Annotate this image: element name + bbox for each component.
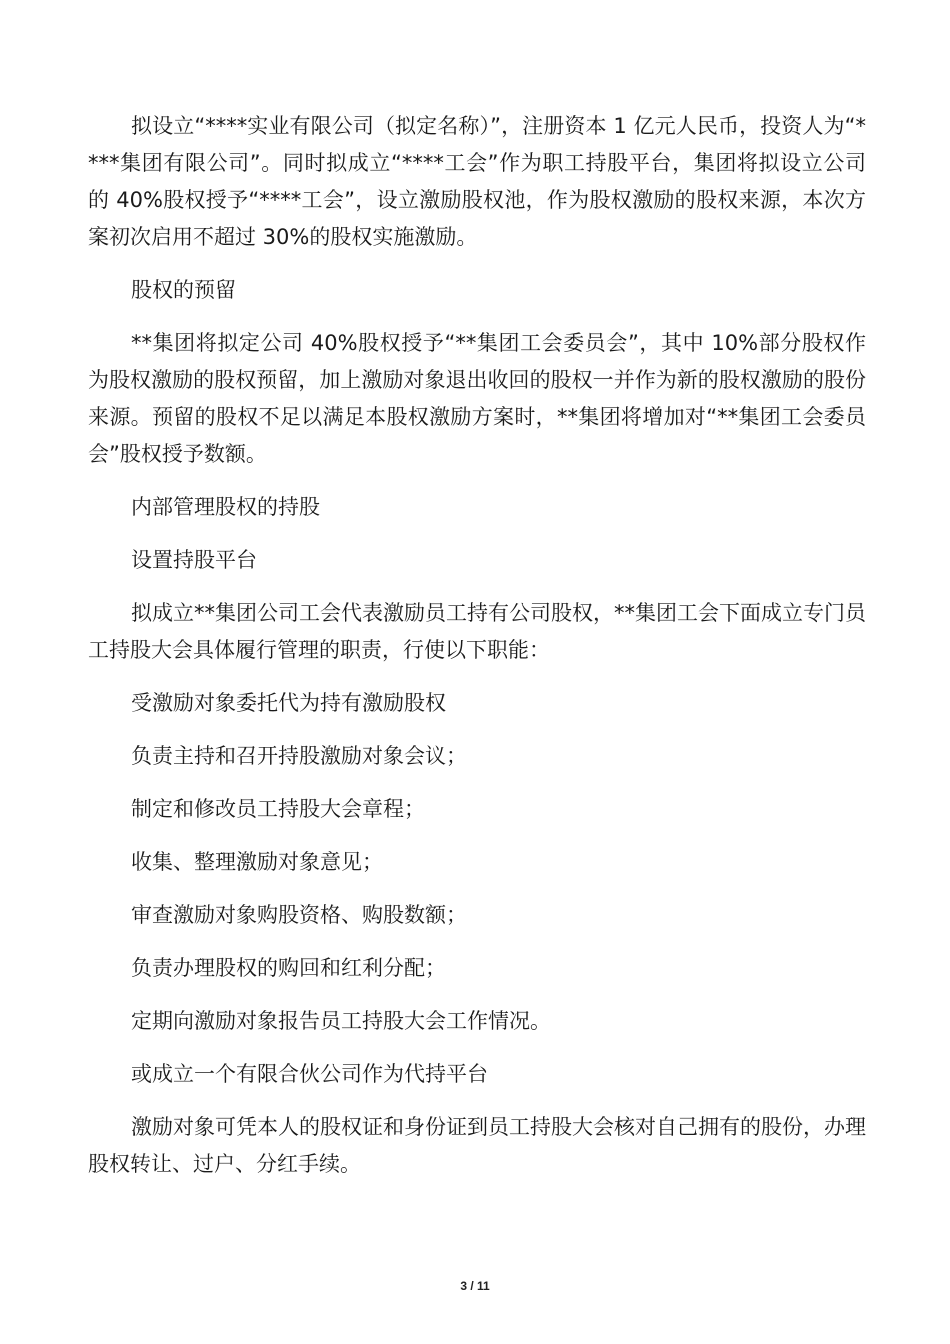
paragraph-company-setup: 拟设立“****实业有限公司（拟定名称）”，注册资本 1 亿元人民币，投资人为“****集团有限公司”。同时拟成立“****工会”作为职工持股平台，集团将拟设立公司的 40%股权授予“****工会”，设立激励股权池，作为股权激励的股权来源，本次方案初次启用不超过 30%的股权实施激励。	[88, 114, 866, 249]
duty-item: 制定和修改员工持股大会章程；	[131, 797, 425, 821]
section-heading-equity-reserve: 股权的预留	[131, 278, 236, 302]
paragraph-holding-platform: 拟成立**集团公司工会代表激励员工持有公司股权，**集团工会下面成立专门员工持股大会具体履行管理的职责，行使以下职能：	[88, 601, 866, 662]
page-number: 3 / 11	[460, 1279, 490, 1293]
paragraph-verification: 激励对象可凭本人的股权证和身份证到员工持股大会核对自己拥有的股份，办理股权转让、过户、分红手续。	[88, 1115, 866, 1176]
duty-item: 定期向激励对象报告员工持股大会工作情况。	[131, 1009, 551, 1033]
duty-item: 审查激励对象购股资格、购股数额；	[131, 903, 467, 927]
duty-item: 负责主持和召开持股激励对象会议；	[131, 744, 467, 768]
section-heading-partnership-platform: 或成立一个有限合伙公司作为代持平台	[131, 1062, 488, 1086]
document-body	[88, 108, 866, 1183]
duty-item: 受激励对象委托代为持有激励股权	[131, 691, 446, 715]
section-heading-internal-management: 内部管理股权的持股	[131, 495, 320, 519]
duty-item: 负责办理股权的购回和红利分配；	[131, 956, 446, 980]
paragraph-equity-reserve: **集团将拟定公司 40%股权授予“**集团工会委员会”，其中 10%部分股权作为股权激励的股权预留，加上激励对象退出收回的股权一并作为新的股权激励的股份来源。预留的股权不足以满足本股权激励方案时，**集团将增加对“**集团工会委员会”股权授予数额。	[88, 331, 866, 466]
section-heading-holding-platform: 设置持股平台	[131, 548, 257, 572]
duty-item: 收集、整理激励对象意见；	[131, 850, 383, 874]
